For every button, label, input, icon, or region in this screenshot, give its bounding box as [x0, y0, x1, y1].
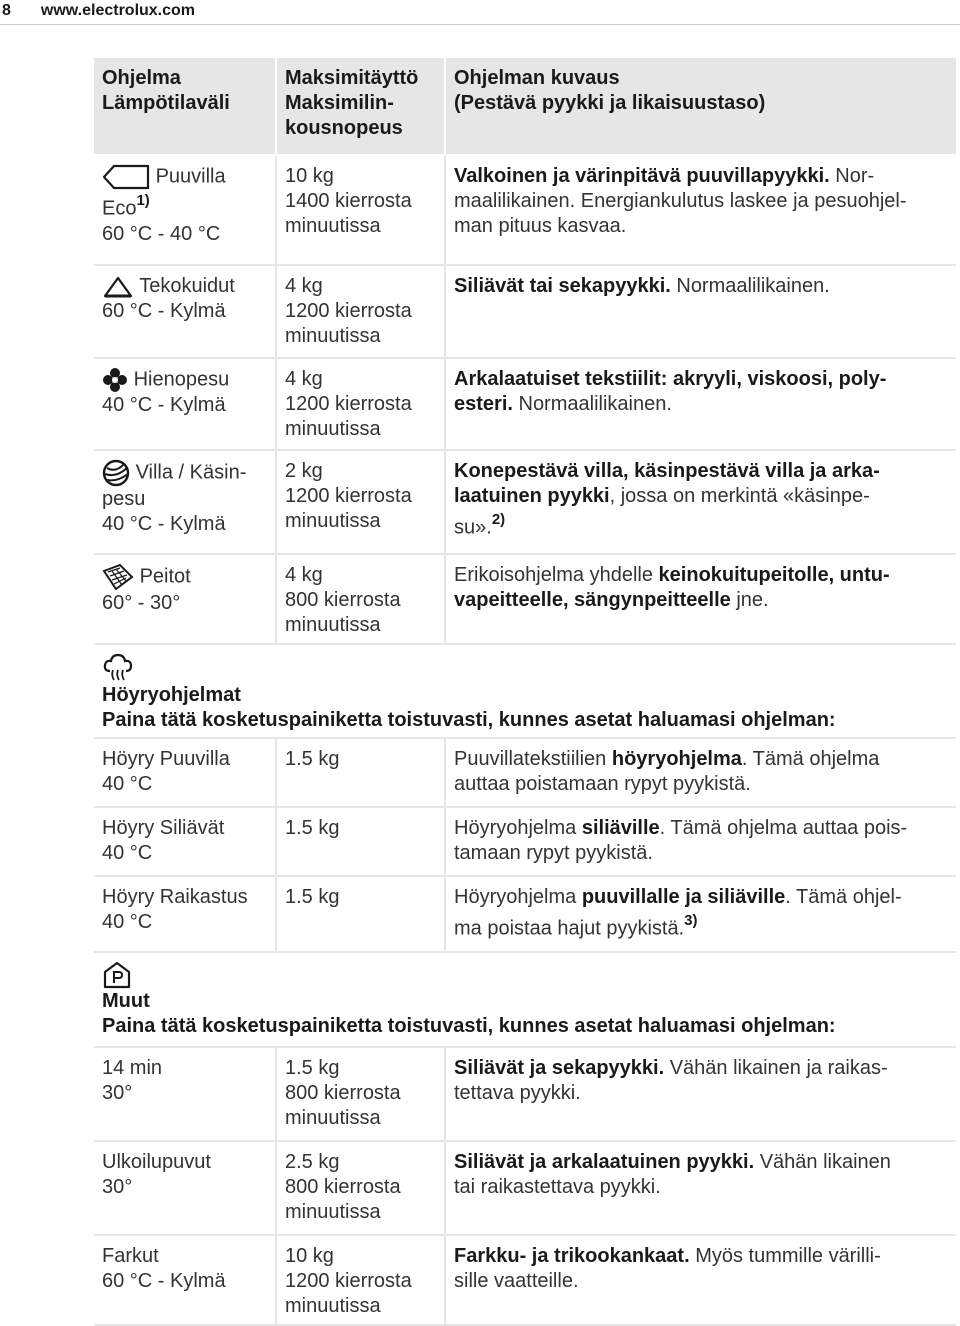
page-header	[2, 0, 195, 22]
footnote: 1)	[136, 192, 150, 209]
page-number: 8	[2, 2, 11, 19]
description-cell: Siliävät ja arkalaatuinen pyykki. Vähän likainen tai raikastettava pyykki.	[454, 1151, 891, 1198]
description-cell: Arkalaatuiset tekstiilit: akryyli, viskoosi, poly- esteri. Normaalilikainen.	[454, 368, 887, 415]
program-temp: 30°	[102, 1082, 133, 1104]
program-temp: 40 °C	[102, 842, 153, 864]
load-cell: 10 kg 1400 kierrosta minuutissa	[277, 156, 446, 264]
program-cell	[94, 1236, 277, 1324]
program-name: Höyry Siliävät	[102, 817, 225, 839]
wool-yarn-icon	[102, 459, 130, 487]
program-name: Tekokuidut	[139, 275, 235, 297]
program-name: 14 min	[102, 1057, 163, 1079]
table-row	[94, 156, 956, 266]
table-row	[94, 877, 956, 953]
description-cell: Valkoinen ja värinpitävä puuvillapyykki. Nor- maalilikainen. Energiankulutus laskee ja pesuohjel- man pituus kasvaa.	[454, 165, 907, 237]
table-row	[94, 739, 956, 808]
program-cell	[94, 1142, 277, 1234]
table-row	[94, 359, 956, 451]
program-cell	[94, 555, 277, 643]
program-temp: 40 °C	[102, 911, 153, 933]
program-temp: 40 °C	[102, 773, 153, 795]
cotton-shirt-icon	[102, 164, 150, 190]
program-cell	[94, 359, 277, 449]
site-url: www.electrolux.com	[40, 2, 196, 19]
header-program: Ohjelma Lämpötilaväli	[94, 58, 277, 154]
header-max-load: Maksimitäyttö Maksimilin- kousnopeus	[277, 58, 446, 154]
program-temp: 60° - 30°	[102, 592, 181, 614]
program-cell	[94, 156, 277, 264]
load-cell: 1.5 kg	[277, 877, 446, 951]
steam-section-header	[94, 645, 956, 739]
program-name: Ulkoilupuvut	[102, 1151, 211, 1173]
program-temp: 40 °C - Kylmä	[102, 513, 226, 535]
footnote: 3)	[684, 912, 698, 929]
table-row	[94, 1142, 956, 1236]
table-row	[94, 266, 956, 359]
table-row	[94, 1048, 956, 1142]
program-name: Farkut	[102, 1245, 159, 1267]
program-temp: 40 °C - Kylmä	[102, 394, 226, 416]
load-cell: 4 kg 1200 kierrosta minuutissa	[277, 359, 446, 449]
description-cell: Höyryohjelma puuvillalle ja siliäville. Tämä ohjel- ma poistaa hajut pyykistä.$^{3)}$	[454, 886, 902, 940]
program-temp: 60 °C - Kylmä	[102, 1270, 226, 1292]
table-row	[94, 555, 956, 645]
description-cell: Höyryohjelma siliäville. Tämä ohjelma auttaa pois- tamaan rypyt pyykistä.	[454, 817, 908, 864]
table-header	[94, 58, 956, 156]
description-cell: Puuvillatekstiilien höyryohjelma. Tämä ohjelma auttaa poistamaan rypyt pyykistä.	[454, 748, 880, 795]
description-cell: Siliävät tai sekapyykki. Normaalilikainen.	[454, 275, 830, 297]
section-title: Muut	[102, 990, 150, 1012]
eco-label: Eco	[102, 197, 137, 220]
description-cell: Erikoisohjelma yhdelle keinokuitupeitolle, untu- vapeitteelle, sängynpeitteelle jne.	[454, 564, 890, 611]
load-cell: 2.5 kg 800 kierrosta minuutissa	[277, 1142, 446, 1234]
program-name: Puuvilla	[155, 165, 226, 188]
program-cell: Villa / Käsin- pesu 40 °C - Kylmä	[94, 451, 277, 553]
description-cell: Konepestävä villa, käsinpestävä villa ja arka- laatuinen pyykki, jossa on merkintä «käsinpe- su».$^{2)}$	[454, 460, 880, 539]
duvet-icon	[102, 563, 134, 591]
program-cell	[94, 1048, 277, 1140]
load-cell: 1.5 kg 800 kierrosta minuutissa	[277, 1048, 446, 1140]
program-temp: 30°	[102, 1176, 133, 1198]
other-section-header	[94, 953, 956, 1048]
program-name: Höyry Raikastus	[102, 886, 248, 908]
load-cell: 1.5 kg	[277, 808, 446, 875]
table-row	[94, 808, 956, 877]
description-cell: Siliävät ja sekapyykki. Vähän likainen ja raikas- tettava pyykki.	[454, 1057, 888, 1104]
description-cell: Farkku- ja trikookankaat. Myös tummille värilli- sille vaatteille.	[454, 1245, 881, 1292]
program-name: Hienopesu	[133, 368, 230, 391]
load-cell: 2 kg 1200 kierrosta minuutissa	[277, 451, 446, 553]
program-name: Höyry Puuvilla	[102, 748, 230, 770]
load-cell: 4 kg 1200 kierrosta minuutissa	[277, 266, 446, 357]
program-name: Villa / Käsin-	[135, 461, 247, 484]
section-subtitle: Paina tätä kosketuspainiketta toistuvasti, kunnes asetat haluamasi ohjelman:	[102, 1015, 836, 1037]
program-name: Peitot	[139, 565, 191, 588]
program-cell	[94, 739, 277, 806]
program-temp: 60 °C - Kylmä	[102, 300, 226, 322]
header-description: Ohjelman kuvaus (Pestävä pyykki ja likaisuustaso)	[454, 67, 766, 114]
load-cell: 10 kg 1200 kierrosta minuutissa	[277, 1236, 446, 1324]
section-title: Höyryohjelmat	[102, 684, 241, 706]
steam-cloud-icon	[102, 653, 134, 683]
footnote: 2)	[491, 511, 506, 528]
header-rule	[0, 24, 960, 25]
program-cell	[94, 877, 277, 951]
program-temp: 60 °C - 40 °C	[102, 222, 221, 245]
table-row	[94, 451, 956, 555]
p-house-icon	[102, 961, 132, 989]
program-table	[94, 58, 956, 1326]
delicates-flower-icon	[102, 367, 128, 393]
table-row	[94, 1236, 956, 1326]
program-cell	[94, 266, 277, 357]
load-cell: 4 kg 800 kierrosta minuutissa	[277, 555, 446, 643]
load-cell: 1.5 kg	[277, 739, 446, 806]
section-subtitle: Paina tätä kosketuspainiketta toistuvasti, kunnes asetat haluamasi ohjelman:	[102, 709, 836, 731]
synthetics-triangle-icon	[102, 275, 134, 299]
program-cell	[94, 808, 277, 875]
